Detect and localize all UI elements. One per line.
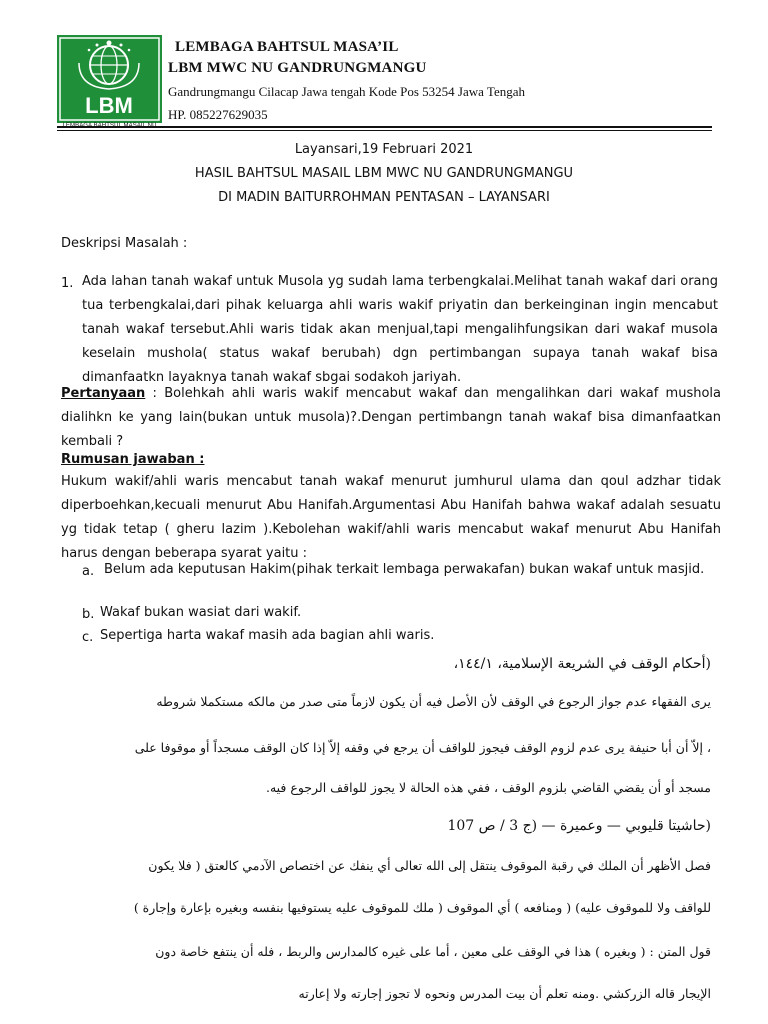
deskripsi-label: Deskripsi Masalah : bbox=[61, 236, 188, 251]
condition-a-mark: a. bbox=[82, 564, 95, 579]
org-phone: HP. 085227629035 bbox=[168, 107, 268, 122]
rumusan-text: Hukum wakif/ahli waris mencabut tanah wakaf menurut jumhurul ulama dan qoul adzhar tidak diperboehkan,kecuali menurut Abu Hanifah.Argumentasi Abu Hanifah bahwa wakaf adalah sesuatu yg tidak tetap ( gheru lazim ).Kebolehan wakif/ahli waris mencabut wakaf menurut Abu Hanifah harus dengan beberapa syarat yaitu : bbox=[61, 474, 721, 561]
arabic-p2-line3: قول المتن : ( وبغيره ) هذا في الوقف على معين ، أما على غيره كالمدارس والربط ، فله أن ينتفع خاصة دون bbox=[155, 944, 711, 959]
condition-b-mark: b. bbox=[82, 607, 95, 622]
org-address: Gandrungmangu Cilacap Jawa tengah Kode Pos 53254 Jawa Tengah bbox=[168, 84, 525, 99]
arabic-reference-2: (حاشيتا قليوبي — وعميرة — (ج 3 / ص 107 bbox=[447, 818, 711, 834]
pertanyaan-text: Bolehkah ahli waris wakif mencabut wakaf dan mengalihkan dari wakaf mushola dialihkn ke yang lain(bukan untuk musola)?.Dengan pertimbangn tanah wakaf bisa dimanfaatkan kembali ? bbox=[61, 386, 721, 449]
arabic-reference-1: (أحكام الوقف في الشريعة الإسلامية، ١٤٤/١، bbox=[453, 656, 711, 672]
pertanyaan-sep: : bbox=[145, 386, 165, 401]
condition-b-text: Wakaf bukan wasiat dari wakif. bbox=[100, 605, 302, 620]
letterhead-rule-thick bbox=[57, 126, 712, 128]
arabic-p2-line1: فصل الأظهر أن الملك في رقبة الموقوف ينتقل إلى الله تعالى أي ينفك عن اختصاص الآدمي كالعتق ( فلا يكون bbox=[148, 858, 711, 873]
arabic-p1-line3: مسجد أو أن يقضي القاضي بلزوم الوقف ، ففي هذه الحالة لا يجوز للواقف الرجوع فيه. bbox=[265, 780, 711, 795]
arabic-p1-line2: ، إلاّ أن أبا حنيفة يرى عدم لزوم الوقف فيجوز للواقف أن يرجع في وقفه إلاّ إذا كان الوقف مسجداً أو موقوفا على bbox=[134, 740, 711, 755]
org-name: LEMBAGA BAHTSUL MASA’IL bbox=[175, 39, 399, 55]
letterhead-rule-thin bbox=[57, 130, 712, 131]
deskripsi-item-text: Ada lahan tanah wakaf untuk Musola yg sudah lama terbengkalai.Melihat tanah wakaf dari orang tua terbengkalai,dari pihak keluarga ahli waris wakif priyatin dan berkeinginan ingin mencabut tanah wakaf tersebut.Ahli waris tidak akan menjual,tapi mengalihfungsikan dari wakaf musola keselain mushola( status wakaf berubah) dgn pertimbangan supaya tanah wakaf bisa dimanfaatkn layaknya tanah wakaf sbgai sodakoh jariyah. bbox=[82, 274, 718, 385]
pertanyaan-label: Pertanyaan bbox=[61, 386, 146, 401]
rumusan-label: Rumusan jawaban : bbox=[61, 452, 205, 467]
org-branch: LBM MWC NU GANDRUNGMANGU bbox=[168, 60, 427, 76]
document-title-line1: HASIL BAHTSUL MASAIL LBM MWC NU GANDRUNGMANGU bbox=[194, 166, 574, 181]
globe-emblem-icon bbox=[57, 35, 162, 123]
svg-text:LBM: LBM bbox=[85, 93, 133, 118]
pertanyaan-paragraph bbox=[61, 382, 721, 454]
item-number: 1. bbox=[61, 276, 74, 291]
condition-a-text: Belum ada keputusan Hakim(pihak terkait lembaga perwakafan) bukan wakaf untuk masjid. bbox=[104, 562, 705, 577]
lbm-logo bbox=[57, 35, 162, 123]
document-date: Layansari,19 Februari 2021 bbox=[294, 142, 474, 157]
document-title-line2: DI MADIN BAITURROHMAN PENTASAN – LAYANSARI bbox=[218, 190, 550, 205]
arabic-p2-line2: للواقف ولا للموقوف عليه) ( ومنافعه ) أي الموقوف ( ملك للموقوف عليه يستوفيها بنفسه وبغيره بإعارة وإجارة ) bbox=[133, 900, 711, 915]
arabic-p2-line4: الإيجار قاله الزركشي .ومنه تعلم أن بيت المدرس ونحوه لا تجوز إجارته ولا إعارته bbox=[298, 986, 711, 1001]
arabic-p1-line1: يرى الفقهاء عدم جواز الرجوع في الوقف لأن الأصل فيه أن يكون لازماً متى صدر من مالكه مستكملا شروطه bbox=[156, 694, 711, 709]
condition-c-text: Sepertiga harta wakaf masih ada bagian ahli waris. bbox=[100, 628, 435, 643]
condition-c-mark: c. bbox=[82, 630, 94, 645]
